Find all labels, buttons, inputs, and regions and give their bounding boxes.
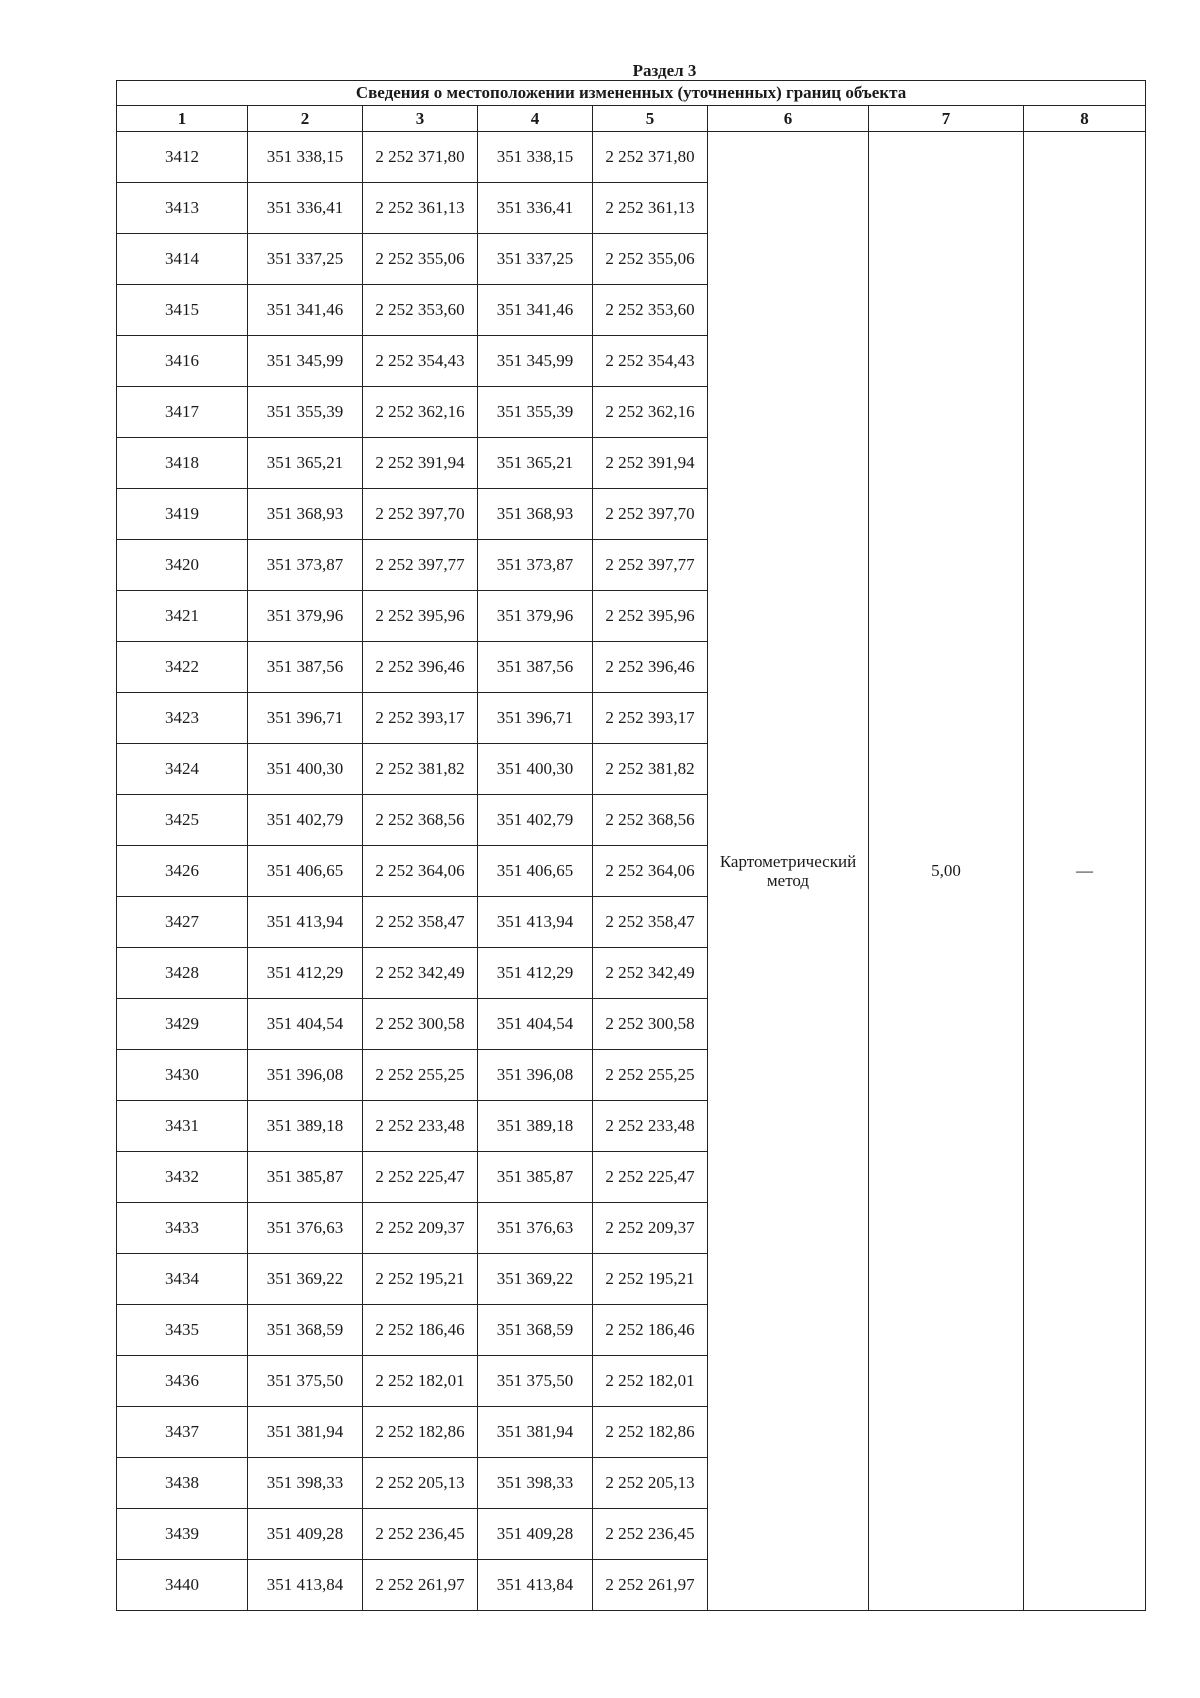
coordinate-cell: 351 413,94 xyxy=(248,897,363,948)
column-number: 3 xyxy=(363,106,478,132)
coordinate-cell: 351 368,59 xyxy=(248,1305,363,1356)
point-number-cell: 3419 xyxy=(117,489,248,540)
point-number-cell: 3428 xyxy=(117,948,248,999)
coordinate-cell: 351 368,93 xyxy=(248,489,363,540)
point-number-cell: 3433 xyxy=(117,1203,248,1254)
point-number-cell: 3430 xyxy=(117,1050,248,1101)
coordinate-cell: 351 338,15 xyxy=(248,132,363,183)
coordinate-cell: 2 252 395,96 xyxy=(593,591,708,642)
point-number-cell: 3439 xyxy=(117,1509,248,1560)
column-number: 1 xyxy=(117,106,248,132)
coordinate-cell: 2 252 396,46 xyxy=(593,642,708,693)
coordinate-cell: 351 404,54 xyxy=(478,999,593,1050)
coordinate-cell: 351 368,93 xyxy=(478,489,593,540)
coordinate-cell: 2 252 225,47 xyxy=(593,1152,708,1203)
coordinate-cell: 2 252 397,70 xyxy=(593,489,708,540)
column8-cell: — xyxy=(1024,132,1146,1611)
coordinate-cell: 351 369,22 xyxy=(248,1254,363,1305)
coordinate-cell: 2 252 368,56 xyxy=(363,795,478,846)
coordinate-cell: 2 252 381,82 xyxy=(593,744,708,795)
column-number: 4 xyxy=(478,106,593,132)
coordinate-cell: 2 252 209,37 xyxy=(363,1203,478,1254)
coordinate-cell: 2 252 381,82 xyxy=(363,744,478,795)
coordinate-cell: 2 252 300,58 xyxy=(593,999,708,1050)
point-number-cell: 3436 xyxy=(117,1356,248,1407)
coordinate-cell: 2 252 195,21 xyxy=(593,1254,708,1305)
coordinate-cell: 2 252 364,06 xyxy=(593,846,708,897)
coordinate-cell: 351 337,25 xyxy=(248,234,363,285)
coordinate-cell: 351 400,30 xyxy=(478,744,593,795)
coordinate-cell: 351 404,54 xyxy=(248,999,363,1050)
coordinate-cell: 351 398,33 xyxy=(248,1458,363,1509)
point-number-cell: 3424 xyxy=(117,744,248,795)
coordinate-cell: 351 400,30 xyxy=(248,744,363,795)
point-number-cell: 3420 xyxy=(117,540,248,591)
coordinate-cell: 351 385,87 xyxy=(478,1152,593,1203)
column-number: 8 xyxy=(1024,106,1146,132)
point-number-cell: 3423 xyxy=(117,693,248,744)
coordinate-cell: 2 252 393,17 xyxy=(363,693,478,744)
coordinate-cell: 2 252 182,01 xyxy=(593,1356,708,1407)
coordinate-cell: 2 252 261,97 xyxy=(363,1560,478,1611)
coordinate-cell: 2 252 362,16 xyxy=(593,387,708,438)
coordinate-cell: 2 252 233,48 xyxy=(363,1101,478,1152)
coordinate-cell: 351 345,99 xyxy=(248,336,363,387)
coordinate-cell: 351 389,18 xyxy=(478,1101,593,1152)
coordinate-cell: 2 252 209,37 xyxy=(593,1203,708,1254)
point-number-cell: 3415 xyxy=(117,285,248,336)
coordinate-cell: 351 381,94 xyxy=(478,1407,593,1458)
coordinate-cell: 351 402,79 xyxy=(248,795,363,846)
coordinate-cell: 351 341,46 xyxy=(478,285,593,336)
coordinate-cell: 351 369,22 xyxy=(478,1254,593,1305)
point-number-cell: 3422 xyxy=(117,642,248,693)
coordinate-cell: 351 409,28 xyxy=(248,1509,363,1560)
coordinate-cell: 2 252 205,13 xyxy=(363,1458,478,1509)
coordinate-cell: 2 252 186,46 xyxy=(363,1305,478,1356)
coordinate-cell: 351 376,63 xyxy=(478,1203,593,1254)
coordinate-cell: 351 345,99 xyxy=(478,336,593,387)
coordinate-cell: 351 413,84 xyxy=(248,1560,363,1611)
coordinate-cell: 2 252 300,58 xyxy=(363,999,478,1050)
point-number-cell: 3413 xyxy=(117,183,248,234)
coordinate-cell: 351 402,79 xyxy=(478,795,593,846)
coordinate-cell: 2 252 342,49 xyxy=(593,948,708,999)
column-number: 7 xyxy=(869,106,1024,132)
coordinate-cell: 351 375,50 xyxy=(478,1356,593,1407)
column-number: 5 xyxy=(593,106,708,132)
coordinate-cell: 351 379,96 xyxy=(478,591,593,642)
coordinate-cell: 351 409,28 xyxy=(478,1509,593,1560)
coordinate-cell: 351 387,56 xyxy=(248,642,363,693)
coordinate-cell: 2 252 358,47 xyxy=(593,897,708,948)
point-number-cell: 3425 xyxy=(117,795,248,846)
coordinate-cell: 2 252 364,06 xyxy=(363,846,478,897)
coordinate-cell: 351 341,46 xyxy=(248,285,363,336)
coordinate-cell: 351 368,59 xyxy=(478,1305,593,1356)
coordinate-cell: 351 406,65 xyxy=(478,846,593,897)
coordinate-cell: 2 252 358,47 xyxy=(363,897,478,948)
coordinate-cell: 351 355,39 xyxy=(248,387,363,438)
coordinate-cell: 2 252 393,17 xyxy=(593,693,708,744)
coordinate-cell: 2 252 353,60 xyxy=(363,285,478,336)
coordinate-cell: 351 381,94 xyxy=(248,1407,363,1458)
coordinate-cell: 351 412,29 xyxy=(248,948,363,999)
coordinate-cell: 2 252 236,45 xyxy=(593,1509,708,1560)
coordinate-cell: 2 252 391,94 xyxy=(593,438,708,489)
point-number-cell: 3432 xyxy=(117,1152,248,1203)
table-title: Сведения о местоположении измененных (уточненных) границ объекта xyxy=(117,81,1146,106)
coordinate-cell: 2 252 391,94 xyxy=(363,438,478,489)
coordinate-cell: 351 338,15 xyxy=(478,132,593,183)
coordinate-cell: 2 252 182,01 xyxy=(363,1356,478,1407)
method-cell: Картометрический метод xyxy=(708,132,869,1611)
coordinate-cell: 2 252 395,96 xyxy=(363,591,478,642)
point-number-cell: 3438 xyxy=(117,1458,248,1509)
coordinate-cell: 2 252 261,97 xyxy=(593,1560,708,1611)
coordinate-cell: 351 337,25 xyxy=(478,234,593,285)
column-number: 6 xyxy=(708,106,869,132)
point-number-cell: 3429 xyxy=(117,999,248,1050)
point-number-cell: 3426 xyxy=(117,846,248,897)
coordinate-cell: 351 376,63 xyxy=(248,1203,363,1254)
coordinate-cell: 351 373,87 xyxy=(248,540,363,591)
point-number-cell: 3418 xyxy=(117,438,248,489)
point-number-cell: 3416 xyxy=(117,336,248,387)
coordinate-cell: 2 252 342,49 xyxy=(363,948,478,999)
coordinate-cell: 2 252 397,77 xyxy=(363,540,478,591)
point-number-cell: 3434 xyxy=(117,1254,248,1305)
coordinate-cell: 351 413,84 xyxy=(478,1560,593,1611)
coordinate-cell: 351 365,21 xyxy=(248,438,363,489)
coordinate-cell: 351 385,87 xyxy=(248,1152,363,1203)
coordinate-cell: 2 252 354,43 xyxy=(593,336,708,387)
accuracy-cell: 5,00 xyxy=(869,132,1024,1611)
coordinate-cell: 351 396,71 xyxy=(248,693,363,744)
point-number-cell: 3440 xyxy=(117,1560,248,1611)
point-number-cell: 3412 xyxy=(117,132,248,183)
coordinate-cell: 351 389,18 xyxy=(248,1101,363,1152)
coordinate-cell: 2 252 195,21 xyxy=(363,1254,478,1305)
coordinate-cell: 351 398,33 xyxy=(478,1458,593,1509)
coordinate-cell: 2 252 362,16 xyxy=(363,387,478,438)
point-number-cell: 3421 xyxy=(117,591,248,642)
coordinate-cell: 351 355,39 xyxy=(478,387,593,438)
point-number-cell: 3435 xyxy=(117,1305,248,1356)
coordinate-cell: 2 252 371,80 xyxy=(593,132,708,183)
boundary-coordinates-table xyxy=(116,80,1146,1611)
coordinate-cell: 2 252 361,13 xyxy=(363,183,478,234)
coordinate-cell: 2 252 182,86 xyxy=(593,1407,708,1458)
coordinate-cell: 351 406,65 xyxy=(248,846,363,897)
coordinate-cell: 351 365,21 xyxy=(478,438,593,489)
coordinate-cell: 351 336,41 xyxy=(248,183,363,234)
coordinate-cell: 2 252 368,56 xyxy=(593,795,708,846)
coordinate-cell: 2 252 353,60 xyxy=(593,285,708,336)
column-number: 2 xyxy=(248,106,363,132)
coordinate-cell: 351 387,56 xyxy=(478,642,593,693)
coordinate-cell: 351 396,71 xyxy=(478,693,593,744)
point-number-cell: 3437 xyxy=(117,1407,248,1458)
coordinate-cell: 351 379,96 xyxy=(248,591,363,642)
coordinate-cell: 2 252 255,25 xyxy=(363,1050,478,1101)
point-number-cell: 3414 xyxy=(117,234,248,285)
coordinate-cell: 2 252 355,06 xyxy=(363,234,478,285)
coordinate-cell: 351 373,87 xyxy=(478,540,593,591)
coordinate-cell: 2 252 396,46 xyxy=(363,642,478,693)
point-number-cell: 3417 xyxy=(117,387,248,438)
coordinate-cell: 2 252 182,86 xyxy=(363,1407,478,1458)
coordinate-cell: 351 396,08 xyxy=(478,1050,593,1101)
column-number-row xyxy=(117,106,1146,132)
coordinate-cell: 351 412,29 xyxy=(478,948,593,999)
coordinate-cell: 2 252 225,47 xyxy=(363,1152,478,1203)
table-row xyxy=(117,132,1146,183)
point-number-cell: 3427 xyxy=(117,897,248,948)
coordinate-cell: 351 396,08 xyxy=(248,1050,363,1101)
coordinate-cell: 351 375,50 xyxy=(248,1356,363,1407)
coordinate-cell: 2 252 205,13 xyxy=(593,1458,708,1509)
coordinate-cell: 351 336,41 xyxy=(478,183,593,234)
coordinate-cell: 2 252 354,43 xyxy=(363,336,478,387)
coordinate-cell: 2 252 397,70 xyxy=(363,489,478,540)
coordinate-cell: 2 252 233,48 xyxy=(593,1101,708,1152)
point-number-cell: 3431 xyxy=(117,1101,248,1152)
coordinate-cell: 2 252 397,77 xyxy=(593,540,708,591)
coordinate-cell: 2 252 355,06 xyxy=(593,234,708,285)
section-title: Раздел 3 xyxy=(632,61,697,80)
coordinate-cell: 2 252 361,13 xyxy=(593,183,708,234)
coordinate-cell: 2 252 236,45 xyxy=(363,1509,478,1560)
coordinate-cell: 351 413,94 xyxy=(478,897,593,948)
coordinate-cell: 2 252 255,25 xyxy=(593,1050,708,1101)
coordinate-cell: 2 252 371,80 xyxy=(363,132,478,183)
coordinate-cell: 2 252 186,46 xyxy=(593,1305,708,1356)
